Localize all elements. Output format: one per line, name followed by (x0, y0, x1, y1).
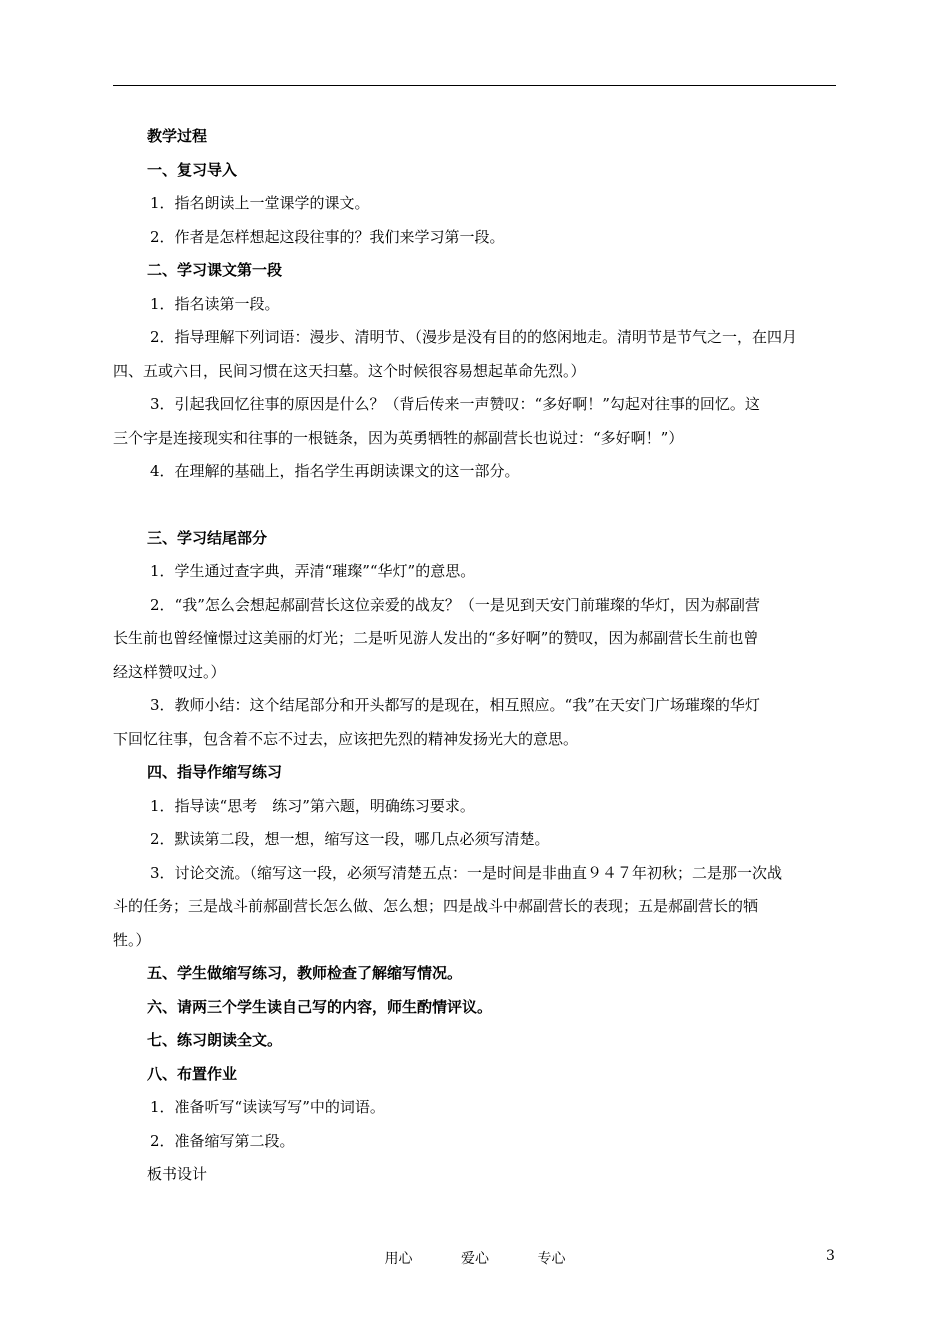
footer-word-3: 专心 (537, 1251, 566, 1267)
section-4-title: 四、指导作缩写练习 (147, 763, 283, 781)
section-1-item-1: 1．指名朗读上一堂课学的课文。 (150, 194, 370, 212)
section-3-item-3-line-2: 下回忆往事，包含着不忘不过去，应该把先烈的精神发扬光大的意思。 (113, 729, 579, 748)
section-8-item-2: 2．准备缩写第二段。 (150, 1131, 295, 1150)
footer-word-1: 用心 (384, 1251, 413, 1267)
section-2-item-4: 4．在理解的基础上，指名学生再朗读课文的这一部分。 (150, 462, 520, 480)
section-4-item-1: 1．指导读“思考 练习”第六题，明确练习要求。 (150, 796, 475, 815)
section-heading: 教学过程 (147, 127, 208, 145)
section-2-item-1: 1．指名读第一段。 (150, 294, 280, 313)
section-6-title: 六、请两三个学生读自己写的内容，师生酌情评议。 (147, 997, 493, 1016)
section-3-item-2-line-3: 经这样赞叹过。） (113, 662, 226, 681)
section-2-item-2-line-1: 2．指导理解下列词语：漫步、清明节、（漫步是没有目的的悠闲地走。清明节是节气之一，在四月 (150, 328, 798, 346)
section-4-item-2: 2．默读第二段，想一想，缩写这一段，哪几点必须写清楚。 (150, 830, 550, 848)
section-2-title: 二、学习课文第一段 (147, 261, 283, 279)
section-8-item-1: 1．准备听写“读读写写”中的词语。 (150, 1098, 385, 1116)
section-7-title: 七、练习朗读全文。 (147, 1031, 283, 1049)
header-rule (113, 85, 836, 86)
section-8-title: 八、布置作业 (147, 1064, 238, 1083)
blank-line (113, 489, 836, 522)
page-number: 3 (826, 1248, 835, 1264)
section-2-item-3-line-2: 三个字是连接现实和往事的一根链条，因为英勇牺牲的郝副营长也说过：“多好啊！”） (113, 428, 684, 447)
footer-motto (0, 1248, 950, 1268)
section-2-item-3-line-1: 3．引起我回忆往事的原因是什么？（背后传来一声赞叹：“多好啊！”勾起对往事的回忆。这 (150, 395, 760, 413)
section-5-title: 五、学生做缩写练习，教师检查了解缩写情况。 (147, 964, 463, 982)
section-1-title: 一、复习导入 (147, 160, 238, 179)
section-3-item-2-line-1: 2．“我”怎么会想起郝副营长这位亲爱的战友？（一是见到天安门前璀璨的华灯，因为郝副营 (150, 595, 760, 614)
section-2-item-2-line-2: 四、五或六日，民间习惯在这天扫墓。这个时候很容易想起革命先烈。） (113, 361, 586, 380)
board-design-label: 板书设计 (147, 1165, 208, 1183)
section-3-item-2-line-2: 长生前也曾经憧憬过这美丽的灯光；二是听见游人发出的“多好啊”的赞叹，因为郝副营长生前也曾 (113, 629, 759, 647)
section-3-item-1: 1．学生通过查字典，弄清“璀璨”“华灯”的意思。 (150, 562, 476, 580)
section-4-item-3-line-3: 牲。） (113, 930, 151, 949)
section-4-item-3-line-1: 3．讨论交流。（缩写这一段，必须写清楚五点：一是时间是非曲直９４７年初秋；二是那一次战 (150, 863, 783, 882)
section-1-item-2: 2．作者是怎样想起这段往事的？我们来学习第一段。 (150, 227, 505, 246)
section-3-item-3-line-1: 3．教师小结：这个结尾部分和开头都写的是现在，相互照应。“我”在天安门广场璀璨的华灯 (150, 696, 760, 714)
document-body (113, 120, 836, 1192)
footer-word-2: 爱心 (461, 1251, 489, 1267)
section-4-item-3-line-2: 斗的任务；三是战斗前郝副营长怎么做、怎么想；四是战斗中郝副营长的表现；五是郝副营长的牺 (113, 897, 759, 915)
section-3-title: 三、学习结尾部分 (147, 528, 268, 547)
